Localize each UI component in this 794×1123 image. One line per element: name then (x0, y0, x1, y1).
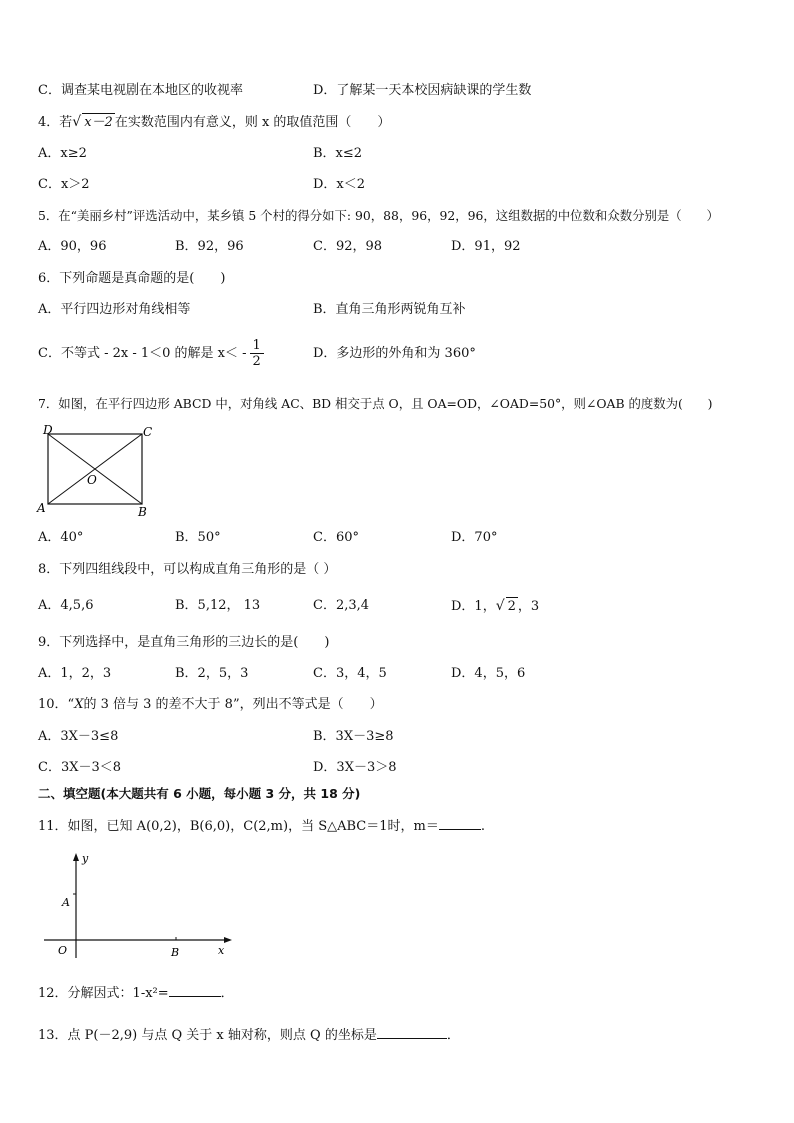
q4-prefix: 4．若 (38, 115, 73, 130)
y-axis-arrow (73, 853, 79, 861)
q13-stem-text: 13．点 P(－2,9) 与点 Q 关于 x 轴对称，则点 Q 的坐标是 (38, 1028, 377, 1043)
q9-option-d: D．4，5，6 (451, 666, 526, 681)
x-axis-arrow (224, 937, 232, 943)
vertex-label-b: B (138, 505, 147, 519)
q8-option-d-radicand: 2 (507, 599, 516, 614)
q8-option-d-prefix: D．1， (451, 599, 496, 614)
vertex-label-d: D (43, 423, 53, 437)
q6-option-b: B．直角三角形两锐角互补 (313, 302, 466, 317)
q5-option-b: B．92，96 (175, 239, 244, 254)
point-a-label: A (62, 896, 70, 909)
q5-option-d: D．91，92 (451, 239, 521, 254)
question-8-stem: 8．下列四组线段中，可以构成直角三角形的是（ ） (38, 562, 337, 577)
q10-stem-prefix: 10．“ (38, 697, 75, 712)
question-9-stem: 9．下列选择中，是直角三角形的三边长的是( ) (38, 635, 330, 650)
question-6-stem: 6．下列命题是真命题的是( ) (38, 271, 226, 286)
vertex-label-a: A (37, 501, 46, 515)
question-5-stem: 5．在“美丽乡村”评选活动中，某乡镇 5 个村的得分如下: 90，88，96，92，96，这组数据的中位数和众数分别是（ ） (38, 208, 719, 223)
q6-option-a: A．平行四边形对角线相等 (38, 302, 191, 317)
q11-stem-text: 11．如图，已知 A(0,2)，B(6,0)，C(2,m)，当 S△ABC＝1时，m＝ (38, 819, 439, 834)
q4-option-a: A．x≥2 (38, 146, 87, 161)
coordinate-figure (38, 850, 238, 962)
fraction (250, 338, 264, 369)
q11-stem-end: . (480, 819, 485, 834)
q9-option-b: B．2，5，3 (175, 666, 249, 681)
q8-option-d-suffix: ，3 (517, 599, 540, 614)
parallelogram-figure (30, 420, 170, 520)
answer-blank[interactable] (377, 1025, 447, 1039)
question-12-stem (38, 983, 234, 1003)
answer-blank[interactable] (169, 983, 221, 997)
question-10-stem (38, 696, 383, 714)
q4-option-b: B．x≤2 (313, 146, 363, 161)
q12-stem-text: 12．分解因式：1-x²= (38, 986, 169, 1001)
q9-option-c: C．3，4，5 (313, 666, 387, 681)
q5-option-a: A．90，96 (38, 239, 107, 254)
fraction-numerator: 1 (250, 338, 264, 354)
q10-option-a: A．3X－3≤8 (38, 729, 119, 744)
q3-option-d: D．了解某一天本校因病缺课的学生数 (313, 83, 532, 98)
sqrt-sign: √ (72, 114, 82, 130)
section-2-heading: 二、填空题(本大题共有 6 小题，每小题 3 分，共 18 分) (38, 786, 361, 801)
q9-option-a: A．1，2，3 (38, 666, 112, 681)
q4-option-c: C．x＞2 (38, 177, 90, 192)
q10-option-d: D．3X－3＞8 (313, 760, 397, 775)
q3-option-c: C．调查某电视剧在本地区的收视率 (38, 83, 243, 98)
center-label-o: O (87, 473, 97, 487)
q6-option-d: D．多边形的外角和为 360° (313, 346, 476, 361)
vertex-label-c: C (143, 425, 153, 439)
q8-option-a: A．4,5,6 (38, 598, 94, 613)
q8-option-d (451, 597, 539, 616)
q12-stem-end: ． (220, 986, 234, 1001)
q7-option-d: D．70° (451, 530, 498, 545)
q8-option-b: B．5,12， 13 (175, 598, 261, 613)
q6-option-c (38, 336, 264, 372)
sqrt-sign: √ (495, 598, 505, 614)
q13-stem-end: ． (446, 1028, 460, 1043)
q4-radicand: x－2 (84, 115, 113, 130)
q4-option-d: D．x＜2 (313, 177, 366, 192)
q8-option-c: C．2,3,4 (313, 598, 370, 613)
answer-blank[interactable] (439, 816, 481, 830)
y-axis-label: y (82, 852, 89, 865)
fraction-denominator: 2 (252, 354, 261, 369)
q10-stem-suffix: 的 3 倍与 3 的差不大于 8”，列出不等式是（ ） (83, 697, 383, 712)
point-b-label: B (171, 946, 180, 959)
question-11-stem (38, 816, 485, 836)
q7-option-c: C．60° (313, 530, 359, 545)
x-axis-label: x (218, 944, 225, 957)
q6-option-c-text: C．不等式 - 2x - 1＜0 的解是 x＜ - (38, 346, 247, 361)
question-7-stem: 7．如图，在平行四边形 ABCD 中，对角线 AC、BD 相交于点 O，且 OA=OD，∠OAD=50°，则∠OAB 的度数为( ) (38, 396, 713, 411)
q5-option-c: C．92，98 (313, 239, 383, 254)
q10-option-b: B．3X－3≥8 (313, 729, 394, 744)
q10-option-c: C．3X－3＜8 (38, 760, 122, 775)
question-13-stem (38, 1025, 460, 1045)
q10-variable: X (74, 697, 84, 712)
q7-option-b: B．50° (175, 530, 221, 545)
q7-option-a: A．40° (38, 530, 84, 545)
question-4-stem (38, 113, 390, 132)
origin-label: O (58, 944, 68, 957)
q4-suffix: 在实数范围内有意义，则 x 的取值范围（ ） (114, 115, 391, 130)
